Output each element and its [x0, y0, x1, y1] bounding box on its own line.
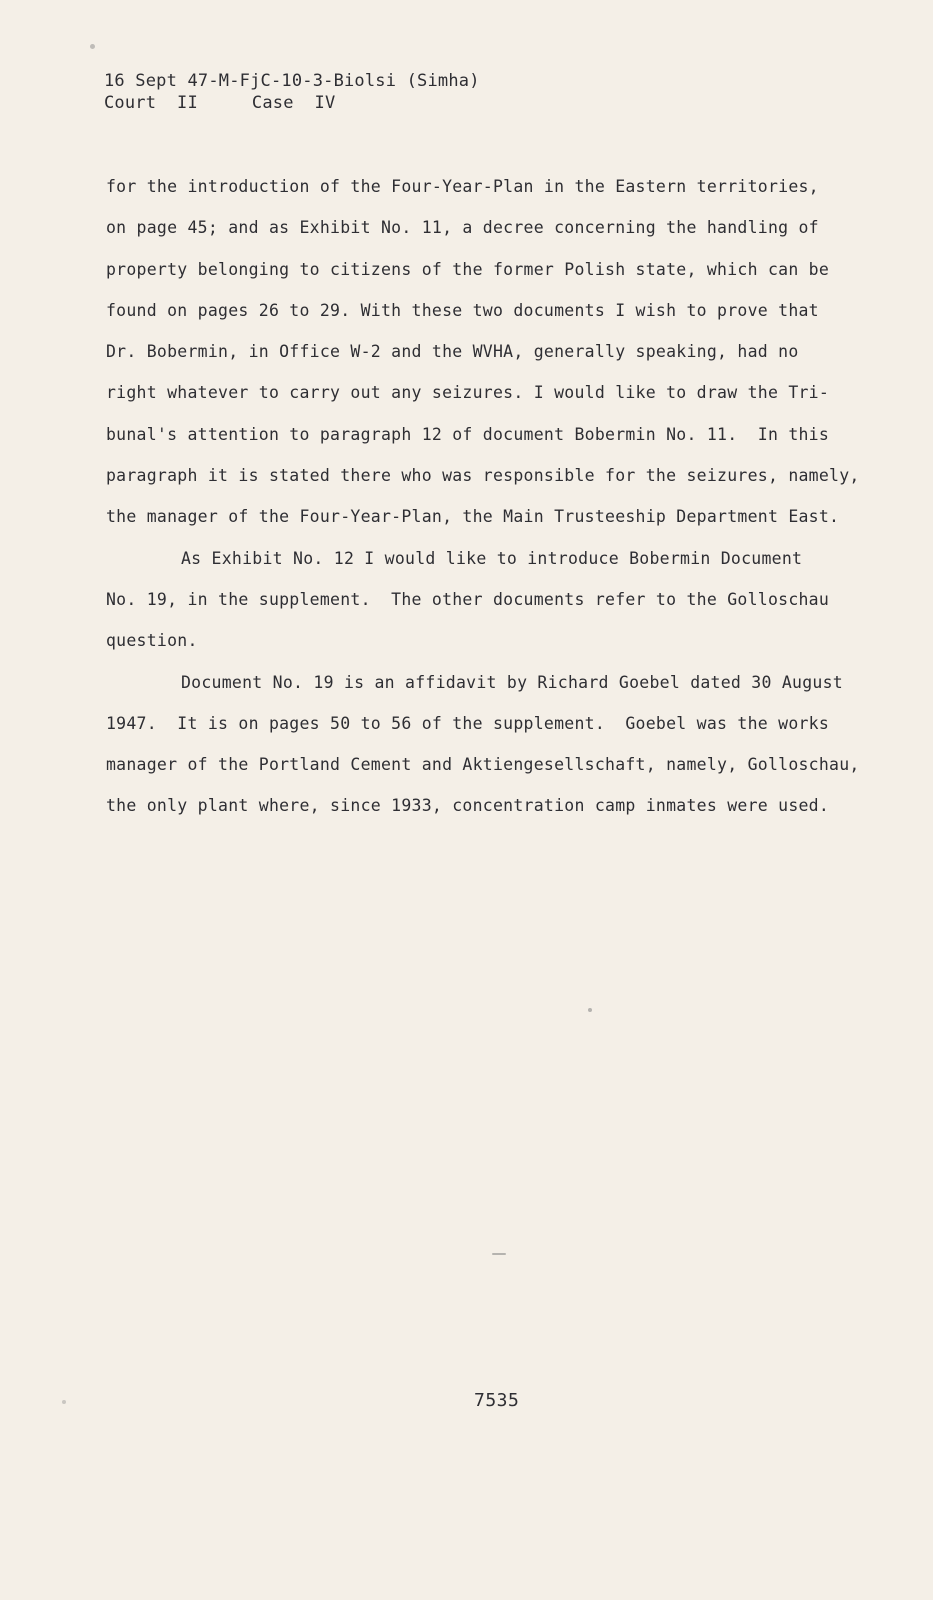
paragraph-3: [106, 662, 886, 827]
text-line: property belonging to citizens of the former Polish state, which can be: [106, 259, 830, 279]
case-label: Case IV: [251, 93, 336, 113]
transcript-body: [106, 166, 886, 827]
paper-speck: [492, 1253, 506, 1255]
text-line: Document No. 19 is an affidavit by Richard Goebel dated 30 August: [181, 672, 843, 692]
text-line: As Exhibit No. 12 I would like to introduce Bobermin Document: [181, 548, 803, 568]
text-line: 1947. It is on pages 50 to 56 of the supplement. Goebel was the works: [106, 713, 830, 733]
text-line: paragraph it is stated there who was responsible for the seizures, namely,: [106, 466, 860, 486]
text-line: question.: [106, 631, 198, 651]
court-label: Court II: [104, 93, 198, 113]
header-court-line: [104, 92, 480, 114]
paper-speck: [588, 1008, 592, 1012]
header-reference-line: 16 Sept 47-M-FjC-10-3-Biolsi (Simha): [104, 71, 480, 91]
text-line: right whatever to carry out any seizures. I would like to draw the Tri-: [106, 383, 830, 403]
text-line: Dr. Bobermin, in Office W-2 and the WVHA, generally speaking, had no: [106, 342, 799, 362]
text-line: for the introduction of the Four-Year-Plan in the Eastern territories,: [106, 177, 819, 196]
paper-speck: [90, 44, 95, 49]
paragraph-2: [106, 538, 886, 662]
text-line: found on pages 26 to 29. With these two documents I wish to prove that: [106, 300, 819, 320]
text-line: the manager of the Four-Year-Plan, the Main Trusteeship Department East.: [106, 507, 840, 527]
text-line: No. 19, in the supplement. The other documents refer to the Golloschau: [106, 589, 830, 609]
paragraph-1: [106, 166, 886, 538]
document-header: [104, 70, 480, 114]
text-line: bunal's attention to paragraph 12 of document Bobermin No. 11. In this: [106, 424, 830, 444]
page-number: 7535: [474, 1390, 520, 1411]
text-line: manager of the Portland Cement and Aktiengesellschaft, namely, Golloschau,: [106, 755, 860, 775]
text-line: on page 45; and as Exhibit No. 11, a decree concerning the handling of: [106, 218, 819, 238]
paper-speck: [62, 1400, 66, 1404]
text-line: the only plant where, since 1933, concentration camp inmates were used.: [106, 796, 830, 816]
